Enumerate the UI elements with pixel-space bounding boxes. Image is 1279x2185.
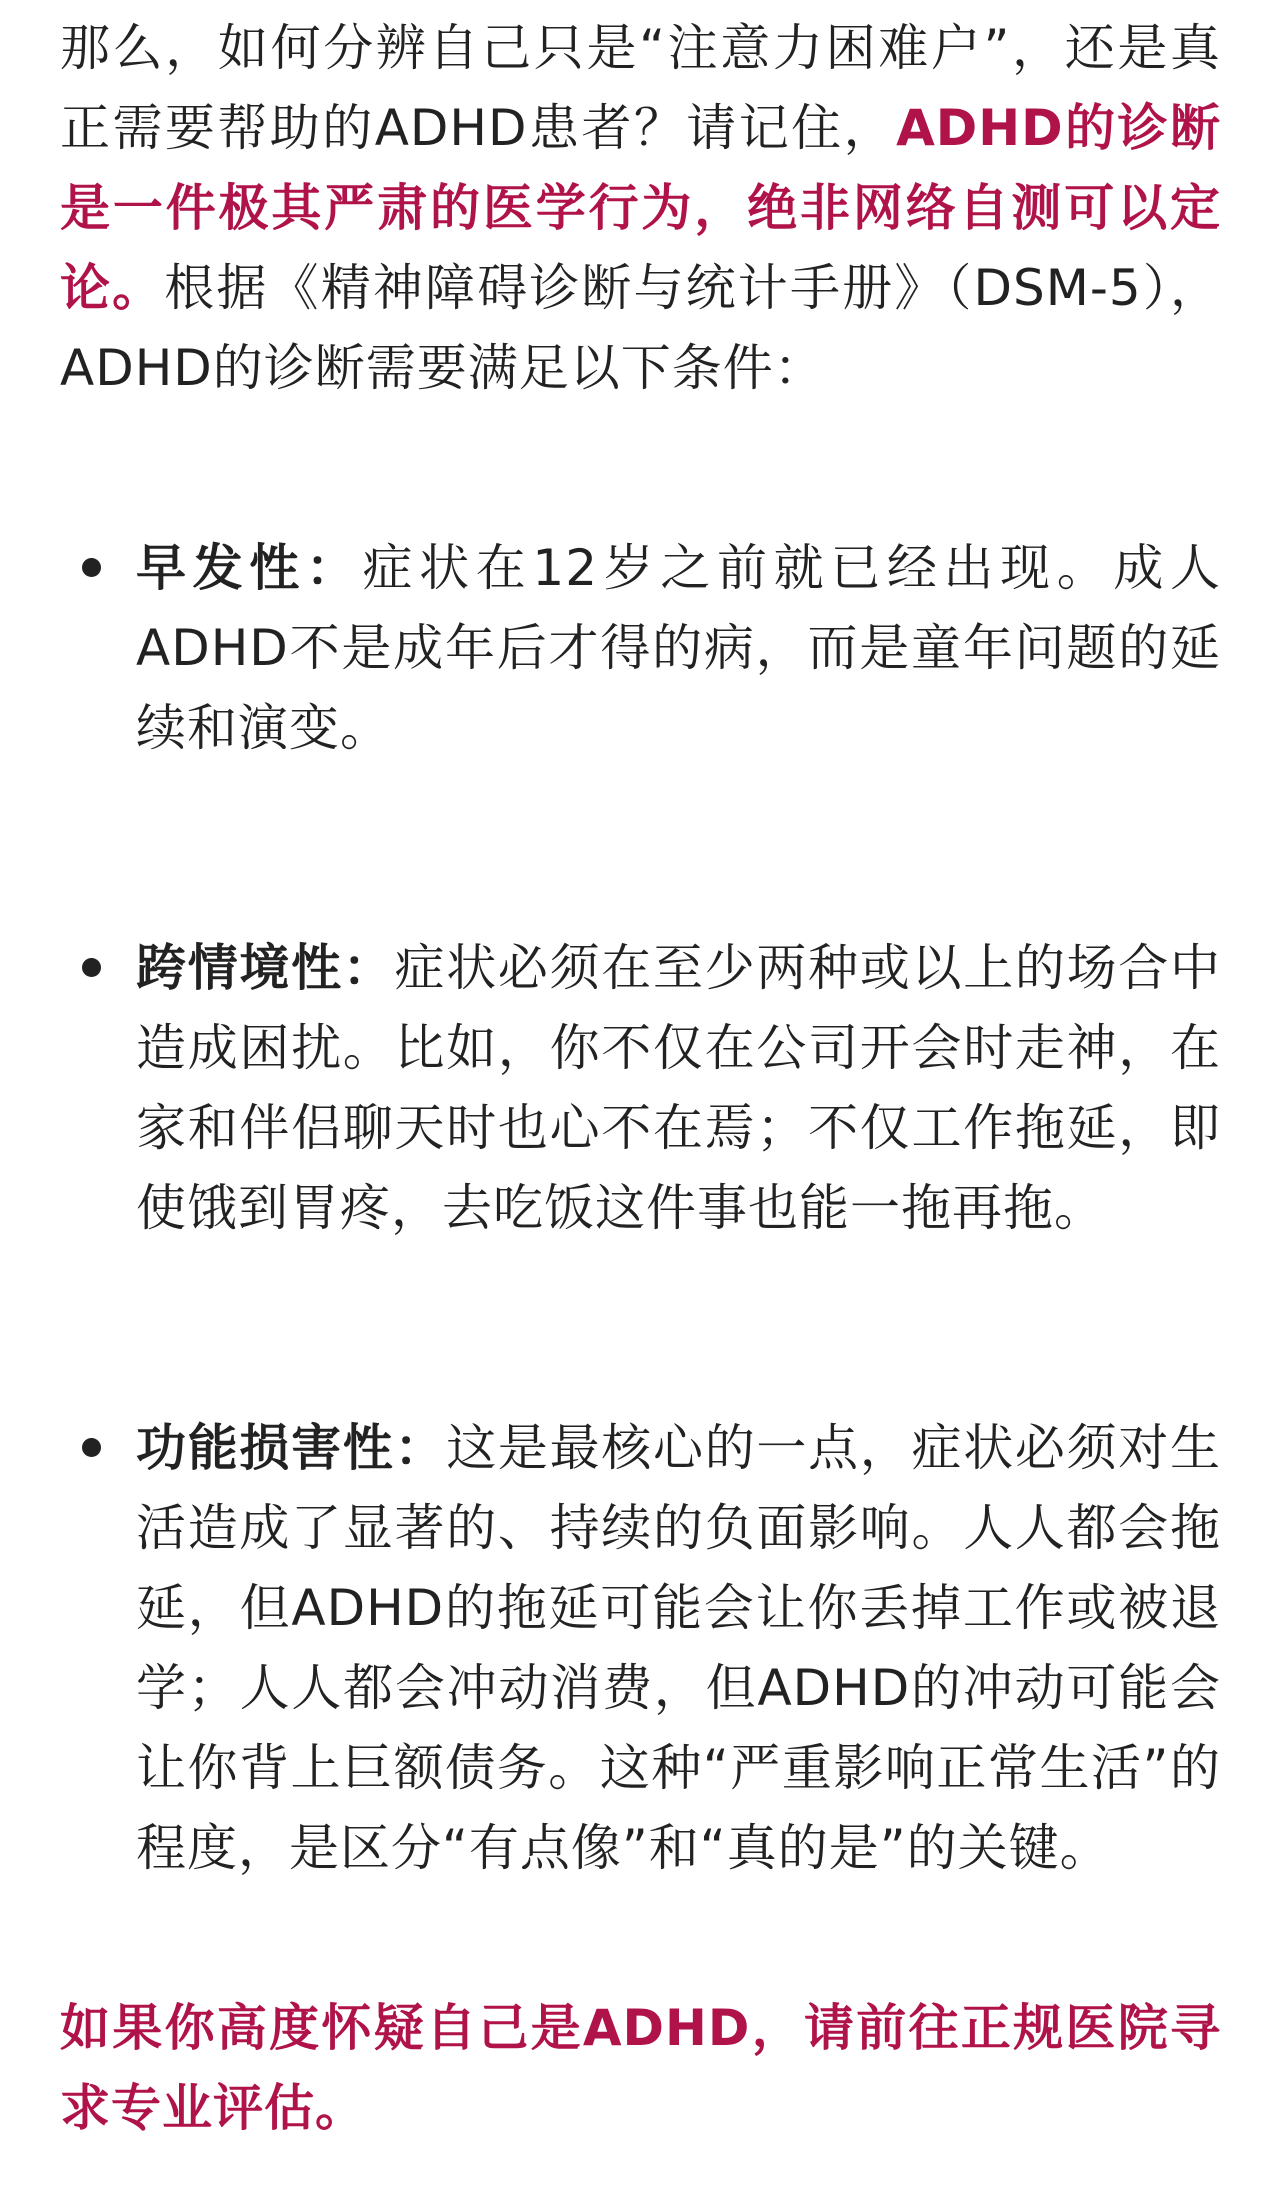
criteria-text: 症状在12岁之前就已经出现。成人ADHD不是成年后才得的病，而是童年问题的延续和演变。	[136, 539, 1222, 757]
criteria-text: 症状必须在至少两种或以上的场合中造成困扰。比如，你不仅在公司开会时走神，在家和伴侣聊天时也心不在焉；不仅工作拖延，即使饿到胃疼，去吃饭这件事也能一拖再拖。	[136, 939, 1221, 1237]
criteria-item-cross-situational	[60, 928, 1221, 1248]
criteria-text: 这是最核心的一点，症状必须对生活造成了显著的、持续的负面影响。人人都会拖延，但ADHD的拖延可能会让你丢掉工作或被退学；人人都会冲动消费，但ADHD的冲动可能会让你背上巨额债务。这种“严重影响正常生活”的程度，是区分“有点像”和“真的是”的关键。	[136, 1419, 1222, 1877]
intro-text-after: 根据《精神障碍诊断与统计手册》（DSM-5），ADHD的诊断需要满足以下条件：	[60, 259, 1222, 397]
intro-highlight: ADHD的诊断是一件极其严肃的医学行为，绝非网络自测可以定论。	[60, 99, 1221, 317]
bullet-icon	[82, 958, 101, 977]
bullet-icon	[82, 1438, 101, 1457]
criteria-term: 跨情境性：	[136, 939, 395, 997]
criteria-list	[60, 528, 1221, 1888]
intro-paragraph	[60, 8, 1221, 408]
criteria-term: 功能损害性：	[136, 1419, 447, 1477]
criteria-item-functional-impairment	[60, 1408, 1221, 1888]
bullet-icon	[82, 558, 101, 577]
intro-text-before: 那么，如何分辨自己只是“注意力困难户”，还是真正需要帮助的ADHD患者？请记住，	[60, 19, 1221, 157]
criteria-item-early-onset	[60, 528, 1221, 768]
criteria-term: 早发性：	[136, 539, 363, 597]
conclusion-paragraph: 如果你高度怀疑自己是ADHD，请前往正规医院寻求专业评估。	[60, 1999, 1221, 2137]
